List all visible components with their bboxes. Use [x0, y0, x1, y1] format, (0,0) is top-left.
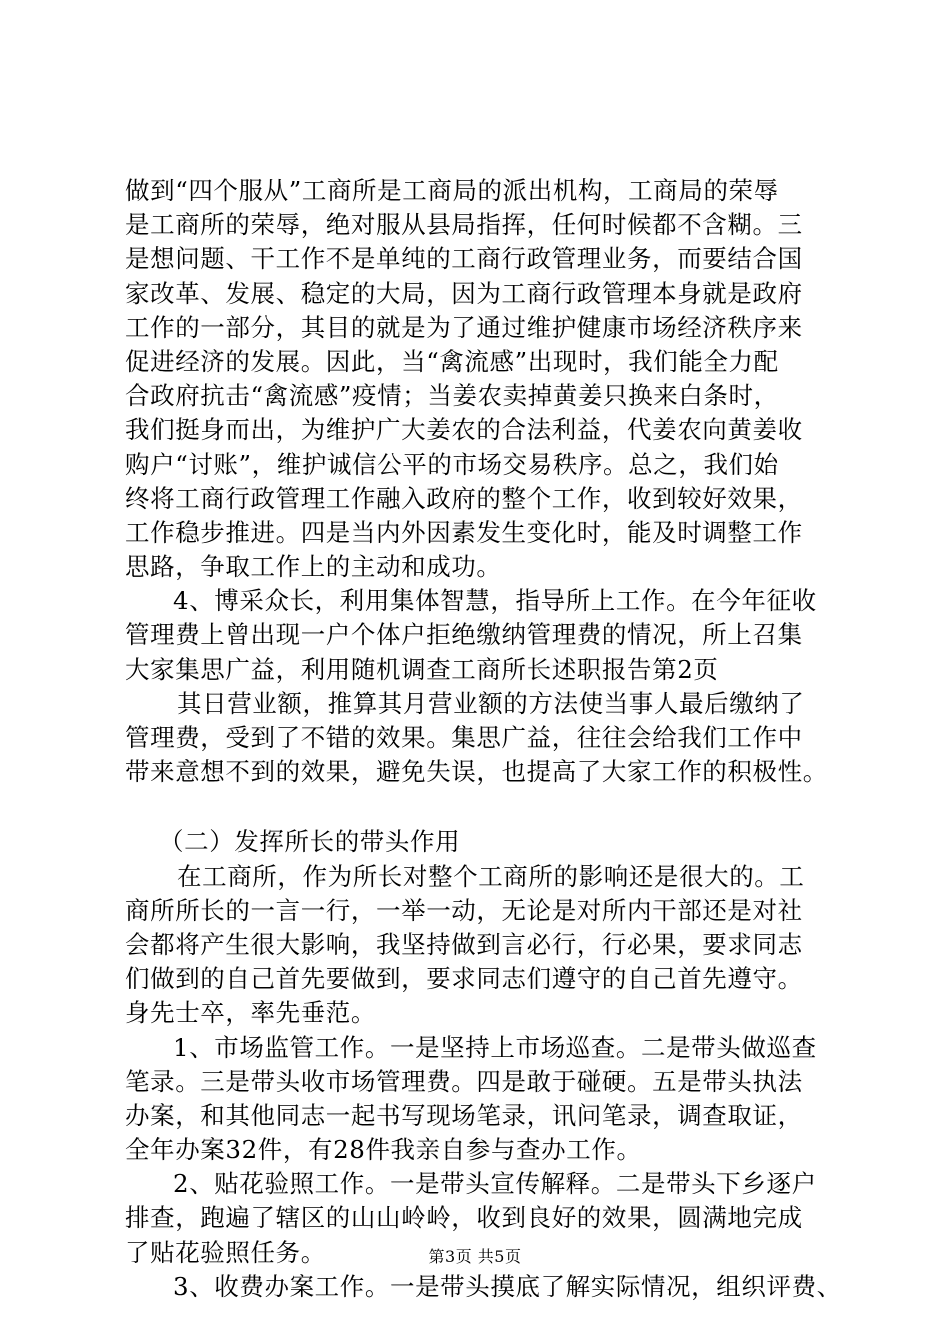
paragraph-line: 购户“讨账”，维护诚信公平的市场交易秩序。总之，我们始	[125, 449, 779, 479]
item-1-line: 全年办案32件，有28件我亲自参与查办工作。	[125, 1135, 642, 1165]
paragraph-line: 工作稳步推进。四是当内外因素发生变化时，能及时调整工作	[125, 517, 803, 547]
item-1-line: 1、市场监管工作。一是坚持上市场巡查。二是带头做巡查	[173, 1032, 817, 1062]
item-2-line: 排查，跑遍了辖区的山山岭岭，收到良好的效果，圆满地完成	[125, 1203, 803, 1233]
paragraph-line: 合政府抗击“禽流感”疫情；当姜农卖掉黄姜只换来白条时，	[125, 381, 779, 411]
continued-line: 管理费，受到了不错的效果。集思广益，往往会给我们工作中	[125, 723, 803, 752]
paragraph-line: 促进经济的发展。因此，当“禽流感”出现时，我们能全力配	[125, 346, 779, 376]
paragraph-line: 是想问题、干工作不是单纯的工商行政管理业务，而要结合国	[125, 244, 803, 274]
item-4-line: 大家集思广益，利用随机调查工商所长述职报告第2页	[125, 654, 719, 684]
paragraph-gap	[125, 789, 845, 825]
item-1-line: 办案，和其他同志一起书写现场笔录，讯问笔录，调查取证，	[125, 1100, 803, 1130]
paragraph-line: 思路，争取工作上的主动和成功。	[125, 552, 502, 582]
item-1-line: 笔录。三是带头收市场管理费。四是敢于碰硬。五是带头执法	[125, 1066, 803, 1096]
paragraph-line: 是工商所的荣辱，绝对服从县局指挥，任何时候都不含糊。三	[125, 210, 803, 240]
section-line: 身先士卒，率先垂范。	[125, 998, 376, 1028]
paragraph-line: 终将工商行政管理工作融入政府的整个工作，收到较好效果，	[125, 483, 803, 513]
document-body	[125, 174, 845, 1304]
item-2-line: 了贴花验照任务。	[125, 1237, 326, 1267]
paragraph-line: 家改革、发展、稳定的大局，因为工商行政管理本身就是政府	[125, 278, 803, 308]
paragraph-line: 我们挺身而出，为维护广大姜农的合法利益，代姜农向黄姜收	[125, 415, 803, 445]
item-4-line: 4、博采众长，利用集体智慧，指导所上工作。在今年征收	[173, 586, 817, 616]
section-heading: （二）发挥所长的带头作用	[159, 827, 461, 857]
continued-line: 其日营业额，推算其月营业额的方法使当事人最后缴纳了	[177, 688, 805, 718]
continued-line: 带来意想不到的效果，避免失误，也提高了大家工作的积极性。	[125, 757, 828, 787]
section-line: 会都将产生很大影响，我坚持做到言必行，行必果，要求同志	[125, 929, 803, 959]
page-footer: 第3页 共5页	[428, 1247, 522, 1266]
item-3-line: 3、收费办案工作。一是带头摸底了解实际情况，组织评费、	[173, 1271, 842, 1301]
section-line: 商所所长的一言一行，一举一动，无论是对所内干部还是对社	[125, 895, 803, 925]
paragraph-line: 工作的一部分，其目的就是为了通过维护健康市场经济秩序来	[125, 312, 803, 342]
section-line: 们做到的自己首先要做到，要求同志们遵守的自己首先遵守。	[125, 964, 803, 994]
paragraph-line: 做到“四个服从”工商所是工商局的派出机构，工商局的荣辱	[125, 176, 779, 205]
section-line: 在工商所，作为所长对整个工商所的影响还是很大的。工	[177, 861, 805, 891]
item-4-line: 管理费上曾出现一户个体户拒绝缴纳管理费的情况，所上召集	[125, 620, 803, 650]
item-2-line: 2、贴花验照工作。一是带头宣传解释。二是带头下乡逐户	[173, 1169, 817, 1199]
